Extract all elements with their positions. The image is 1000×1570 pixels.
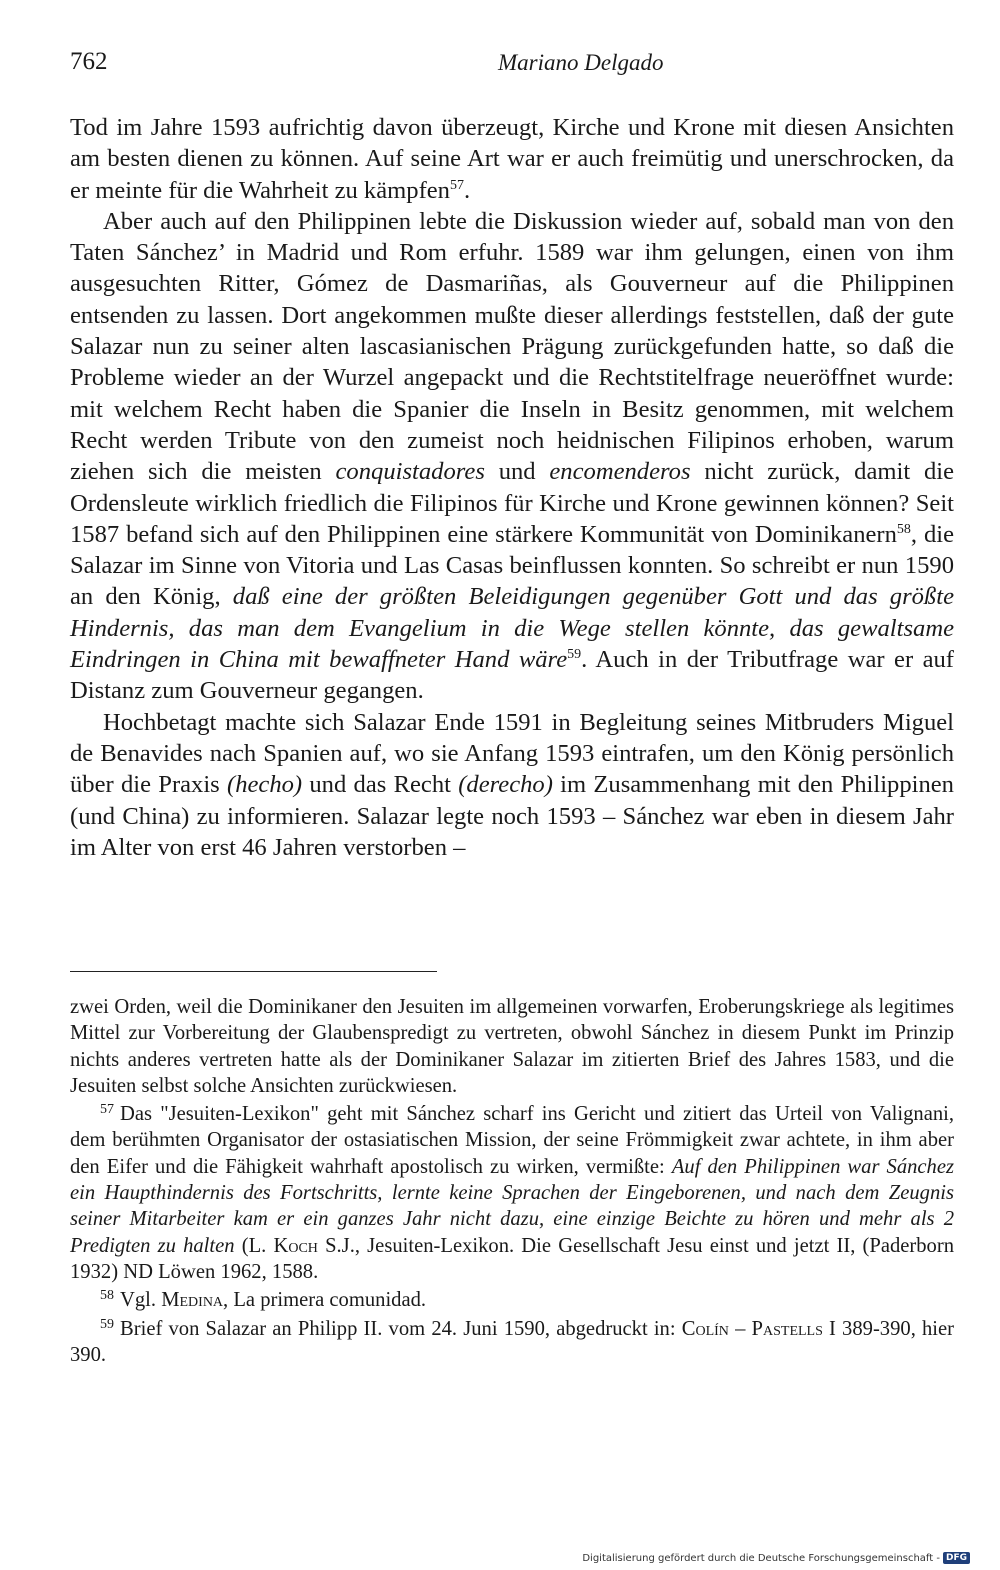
paragraph-3-text-a: Hochbetagt machte sich Salazar Ende 1591 in Begleitung seines Mitbruders Miguel de Benavides nach Spanien auf, wo sie Anfang 1593 eintrafen, um den König persönlich über die Praxis xyxy=(70,708,954,799)
paragraph-2-text-e: . Auch in der Tributfrage war er auf Distanz zum Gouverneur gegangen. xyxy=(70,646,954,705)
page-number: 762 xyxy=(70,48,108,75)
funding-note: Digitalisierung gefördert durch die Deutsche Forschungsgemeinschaft - xyxy=(582,1552,940,1564)
paragraph-3-text-c: im Zusammenhang mit den Philippinen (und China) zu informieren. Salazar legte noch 1593 – Sánchez war eben in diesem Jahr im Alter von erst 46 Jahren verstorben – xyxy=(70,771,954,861)
italic-term: encomenderos xyxy=(549,458,691,486)
footnote-ref-59: 59 xyxy=(567,647,582,663)
footnote-58-text-a: Vgl. xyxy=(120,1289,162,1312)
author-name: Colín xyxy=(681,1317,729,1340)
paragraph-2-text-c: nicht zurück, damit die Ordensleute wirklich friedlich die Filipinos für Kirche und Krone gewinnen können? Seit 1587 befand sich auf den Philippinen eine stärkere Kommunität von Dominikanern xyxy=(70,458,954,548)
paragraph-1 xyxy=(70,112,954,206)
italic-term: (hecho) xyxy=(227,771,303,799)
paragraph-3-text-b: und das Recht xyxy=(302,771,459,799)
paragraph-1-end: . xyxy=(463,176,471,204)
footnote-57-quote: Auf den Philippinen war Sánchez ein Haupthindernis des Fortschritts, lernte keine Sprachen der Eingeborenen, und nach dem Zeugnis seiner Mitarbeiter kam er ein ganzes Jahr nicht dazu, eine einzige Beichte zu hören und mehr als 2 Predigten zu halten xyxy=(70,1155,955,1257)
paragraph-2-text-d: , die Salazar im Sinne von Vitoria und Las Casas beinflussen konnten. So schreibt er nun 1590 an den König, xyxy=(70,520,954,611)
paragraph-2 xyxy=(70,206,954,707)
paragraph-2-text-b: und xyxy=(484,458,550,486)
author-name: Medina xyxy=(161,1289,224,1312)
footnote-57-text-b: (L. xyxy=(234,1234,274,1257)
footnote-separator xyxy=(70,971,437,972)
footnote-59-dash: – xyxy=(728,1317,752,1340)
paragraph-3 xyxy=(70,707,954,863)
footnote-number: 57 xyxy=(100,1102,114,1118)
page-header xyxy=(70,48,950,82)
footnote-59-text-c: I 389-390, hier 390. xyxy=(70,1317,955,1366)
footnote-57-text-a: Das "Jesuiten-Lexikon" geht mit Sánchez scharf ins Gericht und zitiert das Urteil von Valignani, dem berühmten Organisator der ostasiatischen Mission, der seine Frömmigkeit zwar achtete, in ihm aber den Eifer und die Fähigkeit wahrhaft apostolisch zu wirken, vermißte: xyxy=(70,1103,954,1178)
digitization-footer xyxy=(582,1552,970,1564)
paragraph-2-text-a: Aber auch auf den Philippinen lebte die Diskussion wieder auf, sobald man von den Taten Sánchez’ in Madrid und Rom erfuhr. 1589 war ihm gelungen, einen von ihm ausgesuchten Ritter, Gómez de Dasmariñas, als Gouverneur auf die Philippinen entsenden zu lassen. Dort angekommen mußte dieser allerdings feststellen, daß der gute Salazar nun zu seiner alten lascasianischen Prägung zurückgefunden hatte, so daß die Probleme wieder an der Wurzel angepackt und die Rechtstitelfrage neueröffnet wurde: mit welchem Recht haben die Spanier die Inseln in Besitz genommen, mit welchem Recht werden Tribute von den zumeist noch heidnischen Filipinos erhoben, warum ziehen sich die meisten xyxy=(70,207,954,486)
footnote-ref-57: 57 xyxy=(449,177,464,193)
author-name: Koch xyxy=(273,1234,318,1257)
italic-quote: daß eine der größten Beleidigungen gegenüber Gott und das größte Hindernis, das man dem Evangelium in die Wege stellen könnte, das gewaltsame Eindringen in China mit bewaffneter Hand wäre xyxy=(70,583,954,674)
footnote-number: 59 xyxy=(100,1316,114,1332)
dfg-logo: DFG xyxy=(943,1552,970,1564)
running-head: Mariano Delgado xyxy=(498,50,664,75)
footnotes xyxy=(70,994,954,1368)
italic-term: conquistadores xyxy=(335,458,485,486)
italic-term: (derecho) xyxy=(458,771,553,799)
footnote-58-text-b: , La primera comunidad. xyxy=(223,1289,427,1312)
footnote-59-text-a: Brief von Salazar an Philipp II. vom 24. Juni 1590, abgedruckt in: xyxy=(120,1317,682,1340)
footnote-57-text-c: S.J., Jesuiten-Lexikon. Die Gesellschaft Jesu einst und jetzt II, (Paderborn 1932) ND Löwen 1962, 1588. xyxy=(70,1234,955,1283)
footnote-58 xyxy=(70,1287,954,1313)
footnote-59 xyxy=(70,1316,954,1369)
footnote-number: 58 xyxy=(100,1288,114,1304)
main-text xyxy=(70,112,954,863)
footnote-continuation: zwei Orden, weil die Dominikaner den Jesuiten im allgemeinen vorwarfen, Eroberungskriege als legitimes Mittel zur Vorbereitung der Glaubenspredigt zu vertreten, obwohl Sánchez in diesem Punkt im Prinzip nichts anderes vertreten hatte als der Dominikaner Salazar im zitierten Brief des Jahres 1583, und die Jesuiten selbst solche Ansichten zurückwiesen. xyxy=(70,996,954,1097)
paragraph-1-text: Tod im Jahre 1593 aufrichtig davon überzeugt, Kirche und Krone mit diesen Ansichten am besten dienen zu können. Auf seine Art war er auch freimütig und unerschrocken, da er meinte für die Wahrheit zu kämpfen xyxy=(70,114,954,204)
footnote-ref-58: 58 xyxy=(896,521,911,537)
footnote-57 xyxy=(70,1101,954,1285)
author-name: Pastells xyxy=(751,1317,823,1340)
